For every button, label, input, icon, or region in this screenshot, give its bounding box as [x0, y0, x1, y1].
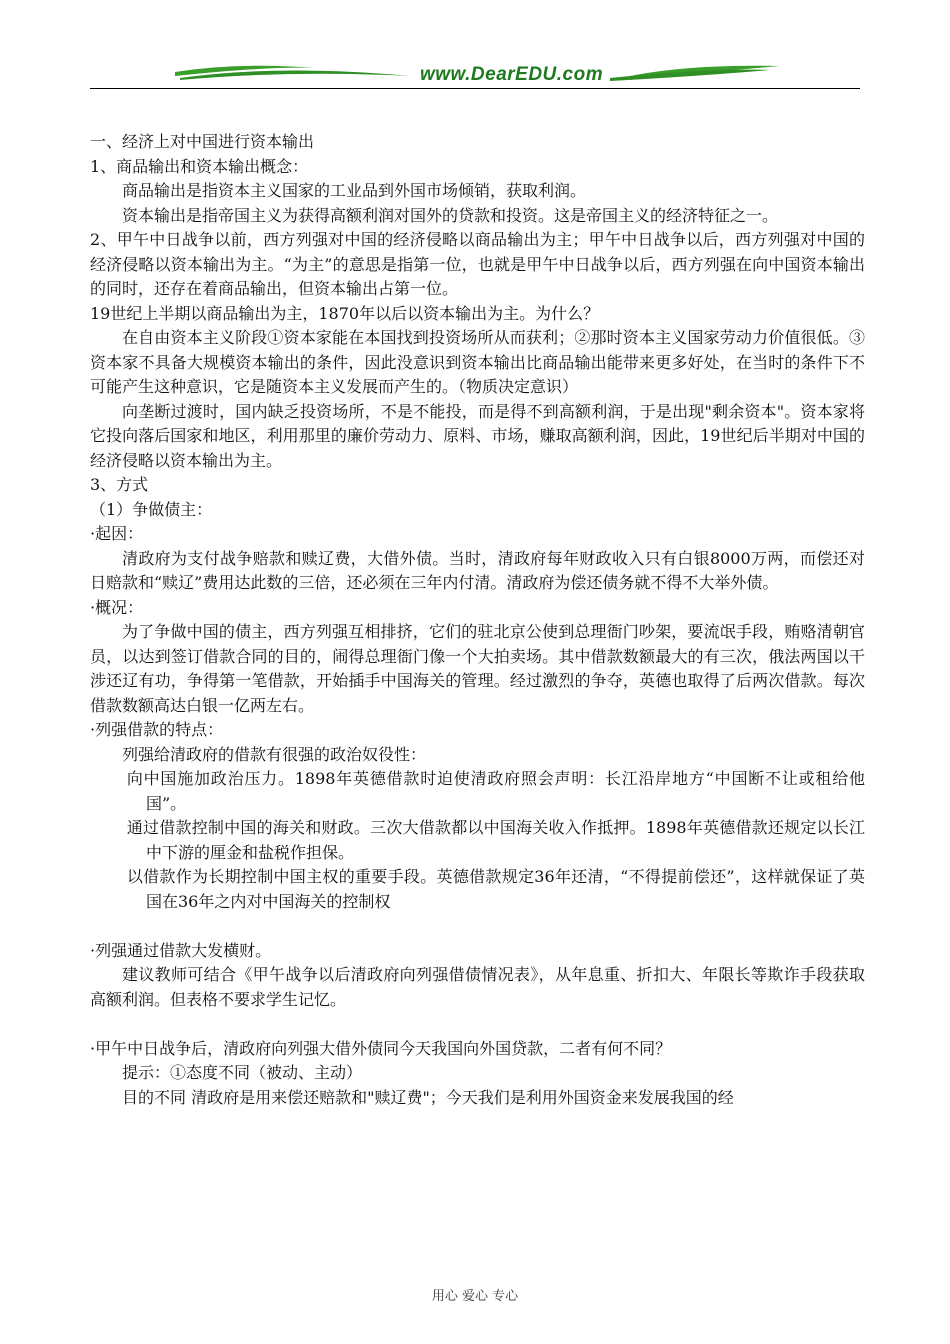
paragraph: 目的不同 清政府是用来偿还赔款和"赎辽费"；今天我们是利用外国资金来发展我国的经 [122, 1087, 734, 1107]
bullet-heading: ·列强借款的特点： [90, 720, 224, 739]
paragraph: 19世纪上半期以商品输出为主，1870年以后以资本输出为主。为什么？ [90, 303, 600, 323]
paragraph: 向垄断过渡时，国内缺乏投资场所，不是不能投，而是得不到高额利润，于是出现"剩余资本"。资本家将它投向落后国家和地区，利用那里的廉价劳动力、原料、市场，赚取高额利润，因此，19世纪后半期对中国的经济侵略以资本输出为主。 [90, 401, 865, 470]
document-body [90, 130, 865, 1110]
paragraph: 资本输出是指帝国主义为获得高额利润对国外的贷款和投资。这是帝国主义的经济特征之一。 [122, 205, 779, 225]
paragraph: 清政府为支付战争赔款和赎辽费，大借外债。当时，清政府每年财政收入只有白银8000万两，而偿还对日赔款和“赎辽”费用达此数的三倍，还必须在三年内付清。清政府为偿还债务就不得不大举外债。 [90, 548, 865, 592]
bullet-heading: ·列强通过借款大发横财。 [90, 940, 272, 960]
list-item: 通过借款控制中国的海关和财政。三次大借款都以中国海关收入作抵押。1898年英德借款还规定以长江中下游的厘金和盐税作担保。 [126, 818, 865, 862]
paragraph: 建议教师可结合《甲午战争以后清政府向列强借债情况表》，从年息重、折扣大、年限长等欺诈手段获取高额利润。但表格不要求学生记忆。 [90, 965, 865, 1009]
list-item: 向中国施加政治压力。1898年英德借款时迫使清政府照会声明：长江沿岸地方“中国断不让或租给他国”。 [126, 769, 865, 813]
paragraph: 商品输出是指资本主义国家的工业品到外国市场倾销，获取利润。 [122, 181, 587, 200]
bullet-heading: ·起因： [90, 524, 144, 543]
section-heading: 一、经济上对中国进行资本输出 [90, 132, 315, 151]
list-item: 以借款作为长期控制中国主权的重要手段。英德借款规定36年还清，“不得提前偿还”，这样就保证了英国在36年之内对中国海关的控制权 [126, 867, 865, 911]
paragraph: 在自由资本主义阶段①资本家能在本国找到投资场所从而获利；②那时资本主义国家劳动力价值很低。③资本家不具备大规模资本输出的条件，因此没意识到资本输出比商品输出能带来更多好处，在当时的条件下不可能产生这种意识，它是随资本主义发展而产生的。（物质决定意识） [90, 328, 865, 396]
bullet-heading: ·甲午中日战争后，清政府向列强大借外债同今天我国向外国贷款，二者有何不同？ [90, 1038, 672, 1058]
paragraph: 2、甲午中日战争以前，西方列强对中国的经济侵略以商品输出为主；甲午中日战争以后，西方列强对中国的经济侵略以资本输出为主。“为主”的意思是指第一位，也就是甲午中日战争以后，西方列强在向中国资本输出的同时，还存在着商品输出，但资本输出占第一位。 [90, 230, 865, 298]
spacer [90, 1012, 865, 1037]
subsection-heading: （1）争做债主： [90, 499, 213, 519]
bullet-heading: ·概况： [90, 597, 144, 617]
header-rule [90, 88, 860, 89]
paragraph: 提示：①态度不同（被动、主动） [122, 1063, 363, 1082]
subsection-heading: 1、商品输出和资本输出概念： [90, 156, 309, 176]
subsection-heading: 3、方式 [90, 475, 149, 494]
header-brand: www.DearEDU.com [420, 64, 604, 85]
spacer [90, 914, 865, 939]
paragraph: 列强给清政府的借款有很强的政治奴役性： [122, 744, 427, 764]
page-footer: 用心 爱心 专心 [431, 1289, 519, 1304]
page-header [90, 56, 860, 96]
paragraph: 为了争做中国的债主，西方列强互相排挤，它们的驻北京公使到总理衙门吵架，要流氓手段，贿赂清朝官员，以达到签订借款合同的目的，闹得总理衙门像一个大拍卖场。其中借款数额最大的有三次，俄法两国以干涉还辽有功，争得第一笔借款，开始插手中国海关的管理。经过激烈的争夺，英德也取得了后两次借款。每次借款数额高达白银一亿两左右。 [90, 622, 865, 715]
